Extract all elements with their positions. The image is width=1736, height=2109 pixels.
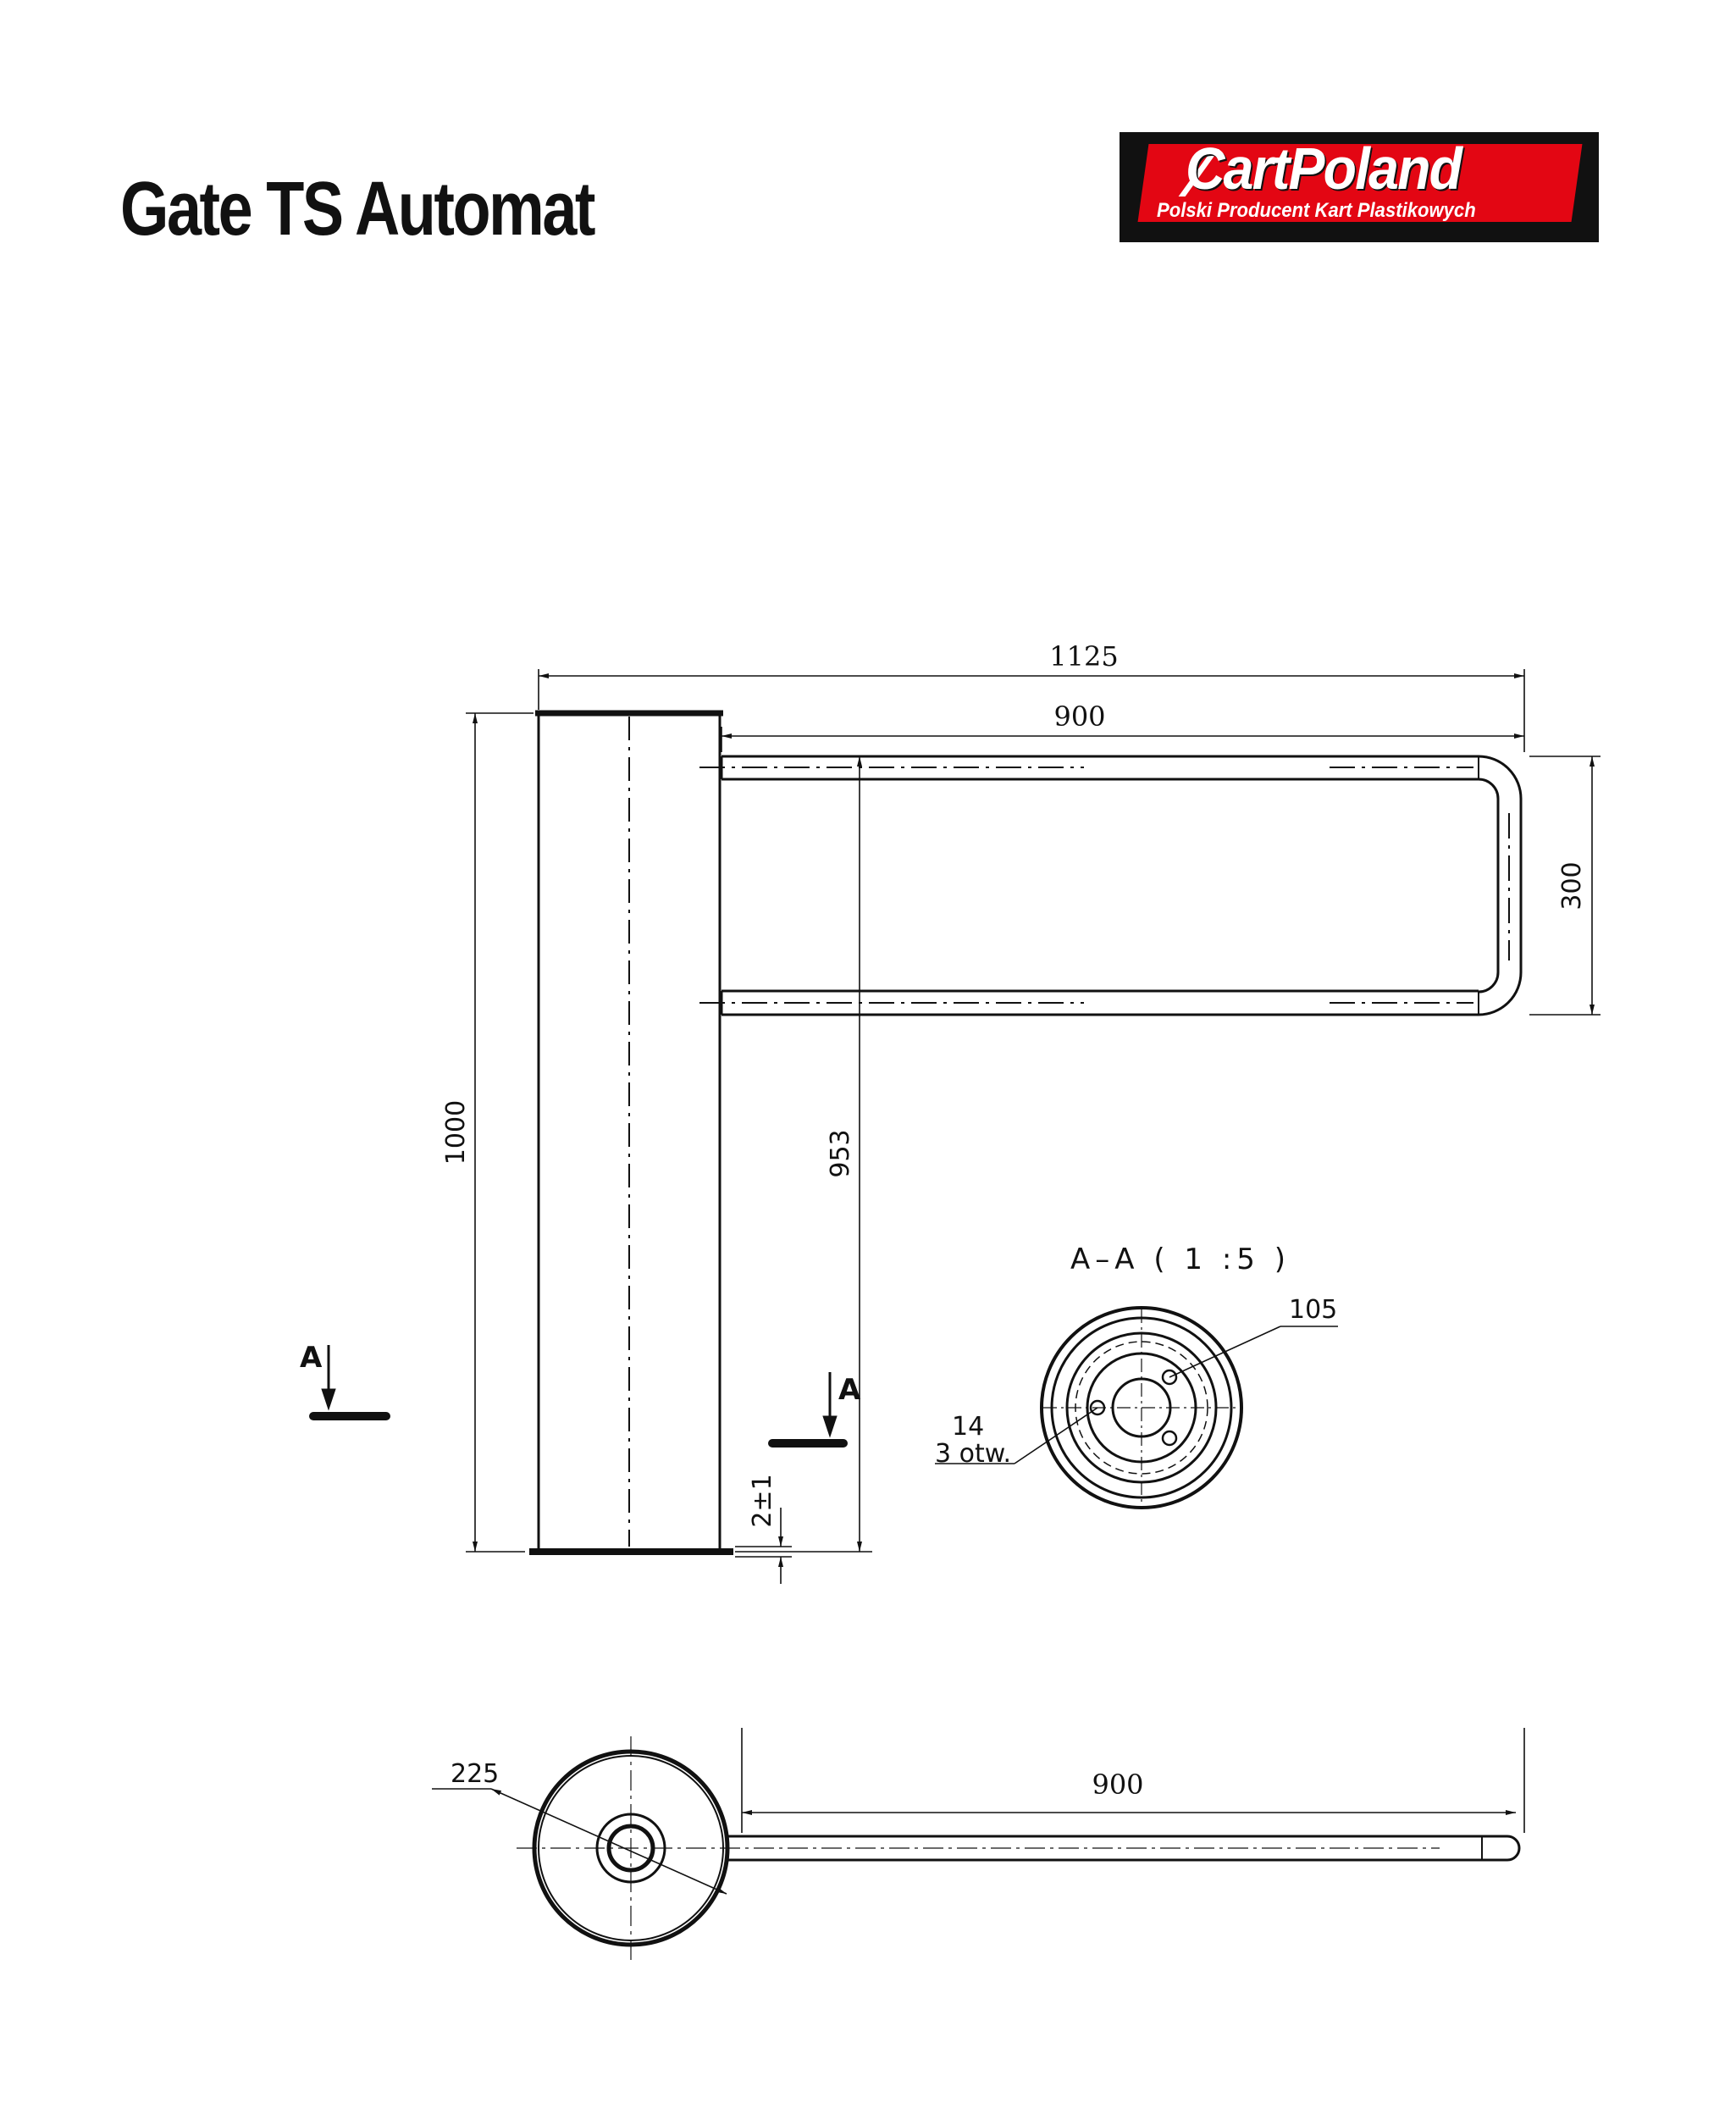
section-title: A–A ( 1 :5 ) (1070, 1243, 1291, 1276)
section-hole-diameter-label: 14 (952, 1412, 985, 1442)
front-dimensions (466, 669, 1601, 1584)
section-a-a-view (935, 1308, 1338, 1508)
section-marker-left-label: A (300, 1341, 323, 1375)
logo-brand-name: CartPoland (1186, 136, 1462, 202)
dim-clearance: 2±1 (748, 1474, 777, 1528)
arm-upper-tube (699, 756, 1479, 779)
section-bolt-circle-label: 105 (1289, 1295, 1338, 1325)
logo-tagline: Polski Producent Kart Plastikowych (1157, 199, 1476, 222)
dim-arm-height: 953 (826, 1129, 855, 1178)
front-view (529, 713, 1521, 1552)
arm-u-bend (1479, 756, 1521, 1015)
arm-lower-tube (699, 991, 1479, 1015)
section-marker-left (313, 1345, 386, 1416)
dim-post-height: 1000 (441, 1099, 471, 1165)
dim-arm-length: 900 (1053, 700, 1106, 733)
top-dim-arm-length: 900 (1092, 1769, 1144, 1801)
section-hole-2 (1163, 1431, 1176, 1445)
section-marker-right (772, 1372, 843, 1443)
section-hole-count-label: 3 otw. (935, 1439, 1012, 1469)
top-view (432, 1728, 1524, 1965)
section-marker-right-label: A (838, 1373, 861, 1407)
drawing-title: Gate TS Automat (120, 167, 594, 252)
dim-overall-width: 1125 (1049, 640, 1119, 673)
dim-arm-spacing: 300 (1557, 861, 1587, 911)
top-dim-post-diameter: 225 (451, 1759, 500, 1789)
